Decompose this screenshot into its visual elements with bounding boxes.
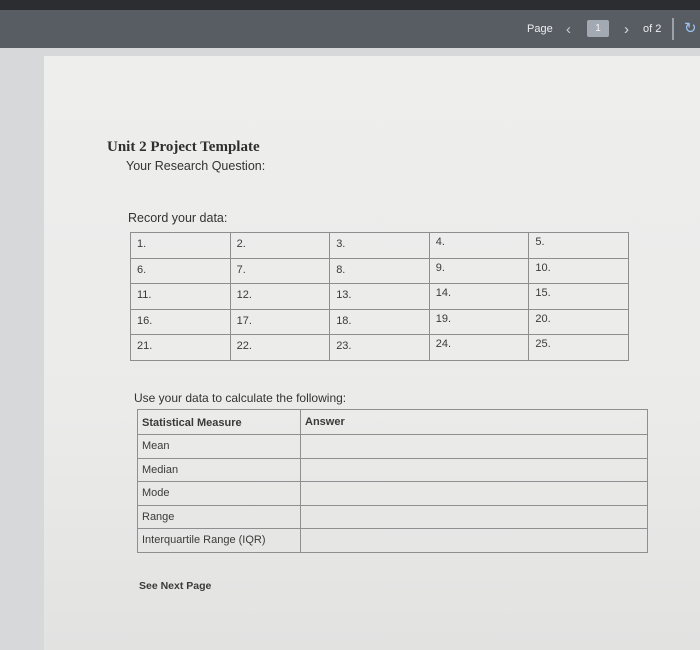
table-row xyxy=(131,284,629,310)
calculate-label: Use your data to calculate the following: xyxy=(134,391,347,405)
measure-cell: Interquartile Range (IQR) xyxy=(138,529,301,553)
data-cell[interactable]: 23. xyxy=(330,335,430,361)
data-cell[interactable]: 24. xyxy=(429,335,529,361)
measure-cell: Range xyxy=(138,505,301,529)
data-cell[interactable]: 7. xyxy=(230,258,330,284)
data-cell[interactable]: 11. xyxy=(131,284,231,310)
data-cell[interactable]: 3. xyxy=(330,233,430,259)
data-cell[interactable]: 1. xyxy=(131,233,231,259)
next-page-icon[interactable]: › xyxy=(624,20,629,38)
answer-cell[interactable] xyxy=(301,482,648,506)
top-toolbar xyxy=(0,0,700,48)
table-row xyxy=(138,529,648,553)
column-header-answer: Answer xyxy=(301,410,648,435)
answer-cell[interactable] xyxy=(301,529,648,553)
table-row xyxy=(138,435,648,459)
measure-cell: Mode xyxy=(138,482,301,506)
data-cell[interactable]: 18. xyxy=(330,309,430,335)
data-cell[interactable]: 8. xyxy=(330,258,430,284)
answer-cell[interactable] xyxy=(301,505,648,529)
measure-cell: Mean xyxy=(138,435,301,459)
total-pages-label: of 2 xyxy=(643,23,662,35)
data-cell[interactable]: 12. xyxy=(230,284,330,310)
data-cell[interactable]: 5. xyxy=(529,233,629,259)
column-header-measure: Statistical Measure xyxy=(138,410,301,435)
data-cell[interactable]: 20. xyxy=(529,309,629,335)
current-page-input[interactable]: 1 xyxy=(587,20,609,37)
table-row xyxy=(131,335,629,361)
data-cell[interactable]: 17. xyxy=(230,309,330,335)
data-cell[interactable]: 10. xyxy=(529,258,629,284)
page-title: Unit 2 Project Template xyxy=(107,139,260,155)
record-data-label: Record your data: xyxy=(128,211,228,225)
table-row xyxy=(131,233,629,259)
data-cell[interactable]: 6. xyxy=(131,258,231,284)
page-label: Page xyxy=(527,23,553,35)
data-table xyxy=(130,232,629,361)
data-cell[interactable]: 9. xyxy=(429,258,529,284)
table-row xyxy=(131,309,629,335)
data-cell[interactable]: 25. xyxy=(529,335,629,361)
see-next-page-note: See Next Page xyxy=(139,580,212,592)
table-header-row xyxy=(138,410,648,435)
data-cell[interactable]: 14. xyxy=(429,284,529,310)
data-cell[interactable]: 13. xyxy=(330,284,430,310)
refresh-icon[interactable]: ↻ xyxy=(684,20,697,37)
data-cell[interactable]: 2. xyxy=(230,233,330,259)
previous-page-icon[interactable]: ‹ xyxy=(566,20,571,38)
data-cell[interactable]: 15. xyxy=(529,284,629,310)
data-cell[interactable]: 16. xyxy=(131,309,231,335)
table-row xyxy=(138,505,648,529)
toolbar-divider xyxy=(672,18,674,40)
table-row xyxy=(138,458,648,482)
answer-cell[interactable] xyxy=(301,458,648,482)
data-cell[interactable]: 19. xyxy=(429,309,529,335)
table-row xyxy=(138,482,648,506)
data-cell[interactable]: 22. xyxy=(230,335,330,361)
data-cell[interactable]: 4. xyxy=(429,233,529,259)
answer-cell[interactable] xyxy=(301,435,648,459)
data-cell[interactable]: 21. xyxy=(131,335,231,361)
measure-cell: Median xyxy=(138,458,301,482)
table-row xyxy=(131,258,629,284)
statistics-table xyxy=(137,409,648,553)
research-question-label: Your Research Question: xyxy=(126,159,266,173)
